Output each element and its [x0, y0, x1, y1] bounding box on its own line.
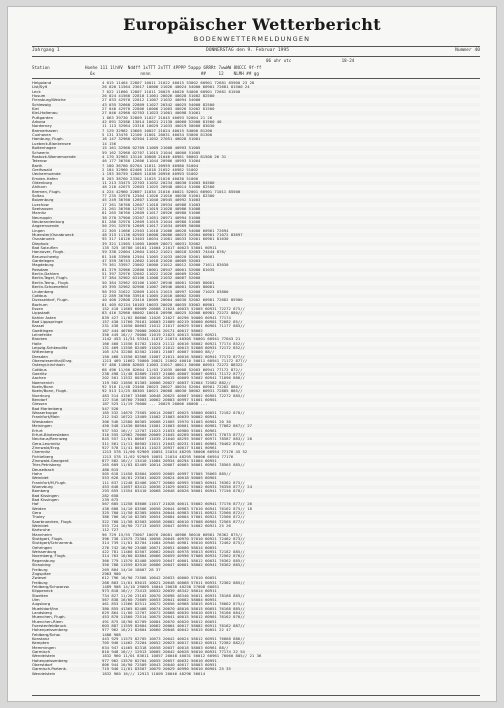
station-name: Wendelstein [32, 654, 56, 659]
page-title: Europäischer Wetterbericht [123, 15, 381, 34]
station-values: 316 555 12962 70000 20009 21045 40289 56001 60971 77073 877// [102, 432, 245, 437]
bulletin-page [7, 6, 497, 702]
station-values: 612 796 16/90 72508 10042 20033 40000 57010 60051 [102, 576, 217, 581]
station-values: 212 542 16722 13409 11002 21003 40039 50002 60941 [102, 415, 217, 420]
station-name: Feldberg/Schw. [32, 632, 61, 637]
station-name: Wiesbaden [32, 419, 53, 424]
station-name: Dresden [32, 354, 48, 359]
station-name: Hamburg, Flugh. [32, 137, 64, 142]
jahrgang-label: Jahrgang 1 [32, 48, 60, 53]
station-values: 135 325 16780 10101 11004 21017 40023 53001 60911 [102, 246, 217, 251]
station-name: Osnabrueck [32, 237, 55, 242]
station-name: Leck [32, 89, 41, 94]
station-values: 157 430 11760 70101 10003 21009 40219 50000 60901 72682 85// [102, 319, 243, 324]
station-values: 26 020 11564 23017 10006 21026 40024 54000 60901 72681 81500 24 [102, 85, 250, 90]
station-name: Wasserkuppe [32, 411, 58, 416]
station-name: Gardelegen [32, 259, 55, 264]
station-values: 567 838 16/60 72609 10053 20041 40002 58004 60951 [102, 597, 217, 602]
station-values: 734 827 11/20 23103 10070 20098 48346 56011 60931 78168 885// [102, 593, 245, 598]
station-name: Wendelstein [32, 671, 56, 676]
station-name: Feldberg/Schwarzw. [32, 584, 70, 589]
station-values: 51 397 32976 32602 11022 21026 40009 52002 [102, 272, 201, 277]
station-name: Straubing [32, 563, 51, 568]
station-name: Landsberg [32, 610, 52, 615]
station-values: 450 548 11430 80504 11001 21003 40001 56004 60981 77082 867// 27 [102, 424, 252, 429]
station-name: Neubrandenburg [32, 220, 65, 224]
station-values: 2963 900 [102, 571, 121, 576]
station-values: 1213 578 11/02 92909 10051 21034 48295 56006 60954 77176 [102, 454, 234, 459]
station-values: 92 513 11/25 80305 10021 20008 40030 50002 60931 72885 885// [102, 389, 243, 394]
station-values: 15 161 32960 02709 11009 21008 40993 51005 [102, 146, 201, 151]
station-name: Zugspitze [32, 571, 51, 576]
station-name: Memmingen [32, 645, 56, 650]
station-values: 265 609 11/03 82409 10014 20007 40065 56001 60901 78565 885// [102, 463, 245, 468]
station-name: Augsburg [32, 602, 51, 607]
header-rule [32, 78, 480, 79]
station-values: 839 427 11/02 80606 11026 21027 40296 50000 60941 77174 [102, 315, 231, 320]
station-values: 1832 960 11/01 83611 10057 20048 40031 56012 60961 76060 885// 21 36 [102, 654, 262, 659]
station-values: 56 291 32970 12609 11017 21034 40989 50000 [102, 224, 201, 229]
station-values: 59 338 22004 12604 11012 21021 40018 52003 74444 876/ [102, 250, 227, 255]
station-values: 322 708 11/58 82503 10058 20002 40010 57008 60901 72565 877// [102, 519, 245, 524]
station-values: 491 875 18/90 02709 10084 20070 40020 56012 60051 [102, 619, 217, 624]
station-name: Kiel [32, 107, 39, 112]
station-name: Saarbruecken, Flugh. [32, 519, 73, 524]
station-values: 79 361 33957 23002 10000 21012 40012 52000 71611 83030 [102, 263, 229, 268]
station-name: Tholey [32, 515, 45, 520]
station-name: Mannheim [32, 532, 52, 537]
station-name: Cuxhaven [32, 133, 52, 138]
station-values: 386 706 16/10 82305 10054 20004 40004 57001 60921 72566 872// [102, 515, 245, 520]
station-values: 314 763 16/00 82804 10066 20059 40996 57008 60931 72562 876// [102, 554, 245, 559]
station-name: Weissenburg [32, 550, 57, 555]
issue-number: Nummer 40 [455, 48, 480, 53]
station-values: 350 788 11559 82910 10086 20047 40001 58002 60941 76362 885// [102, 563, 245, 568]
station-name: Garmisch [32, 650, 50, 655]
station-name: Magdeburg [32, 263, 54, 268]
station-values: 238 498 11/48 82809 11037 21060 40007 50007 60951 71172 877// [102, 372, 245, 377]
station-name: Flensburg/Weiche [32, 98, 66, 103]
station-values: 21 261 36760 12707 11019 21028 40986 51008 [102, 206, 201, 211]
station-values: 461 853 11566 82511 10072 20056 40968 58015 60911 76062 875// [102, 602, 245, 607]
station-name: Marnitz [32, 211, 47, 216]
station-name: Bendorf [32, 398, 47, 403]
station-values: 719 946 11/01 83507 10079 20029 40990 56010 60901 25 35 [102, 667, 231, 672]
station-values: 22 305 11666 12503 11018 21006 40028 54000 60901 72694 [102, 228, 229, 233]
station-name: Konstanz [32, 637, 50, 641]
station-values: 483 514 41567 33606 10048 20025 40007 56002 60901 72272 885// [102, 393, 245, 398]
station-values: 705 946 11462 72204 10052 20023 40017 58012 60911 72382 882// [102, 641, 245, 646]
station-values: 98 393 31622 32809 11015 21015 40997 52000 71023 83800 [102, 289, 229, 294]
station-values: 634 947 41465 82318 10058 20037 40018 58003 60961 88// [102, 645, 229, 650]
station-values: 806 944 16/90 72509 10043 20040 40017 58003 60951 [102, 663, 217, 668]
station-values: 453 870 11560 72514 10075 20041 40015 56012 60901 76162 876// [102, 615, 245, 620]
station-name: Hohenpeissenberg [32, 628, 68, 633]
station-values: 1832 960 16/// 12913 11009 20046 48296 56014 [102, 671, 206, 676]
station-values: 268 803 11/01 83013 10021 20048 40068 57011 60931 72362 885// [102, 580, 245, 585]
station-values: 46 177 36760 12606 11044 20906 40993 51004 [102, 159, 201, 164]
station-name: Karlsruhe [32, 528, 51, 533]
station-name: Nuerburg [32, 393, 50, 398]
station-values: 48 216 42675 22603 11025 20948 40014 51000 82500 [102, 185, 215, 190]
station-name: Koeln/Bonn, Flugh. [32, 389, 68, 394]
station-values: 845 557 11/01 80607 11035 21040 48295 56007 60971 78587 883// 28 [102, 437, 252, 442]
station-name: Berlin-Dahlem [32, 272, 60, 277]
station-name: Ahlhorn [32, 185, 47, 190]
station-name: Regensburg [32, 558, 55, 563]
station-name: Emden-Hafen [32, 176, 58, 181]
station-name: Weinbiet [32, 524, 49, 529]
station-values: 167 444 46760 70000 20024 20171 40017 58002 [102, 328, 203, 333]
station-values: 152 410 11665 60009 20008 21024 40033 52005 60931 72272 875// [102, 306, 245, 311]
station-name: Oehringen [32, 545, 52, 550]
station-values: 269 804 14/10 18007 28 37 [102, 567, 161, 572]
station-name: Lindenberg [32, 289, 54, 294]
station-name: Trier-Petrisberg [32, 463, 61, 468]
station-name: Luebeck-Blankensee [32, 141, 71, 146]
station-values: 97 480 11860 82805 11003 21017 40011 50000 60951 72272 88322 [102, 363, 243, 368]
station-name: Kempten [32, 641, 49, 646]
station-name: Klippeneck [32, 589, 53, 594]
station-name: Leipzig-Schkeuditz [32, 345, 68, 350]
station-name: Husum [32, 94, 46, 99]
station-values: 81 265 36760 12609 11017 20926 40980 51006 [102, 211, 201, 216]
station-name: Erfurt-Bindersleben [32, 432, 69, 437]
column-header-main: Station Hoehe 111 1lhVV Nddff 1xTTT 2xTTT 4PPPP 5appp 6RRRt 7wwWW 8NCCC 9f-ff [32, 65, 262, 70]
station-values: 7 180 36760 02704 11011 20959 40980 51004 [102, 163, 199, 168]
station-name: Bamberg [32, 489, 50, 494]
station-values: 92 510 11/48 23400 20023 20027 40034 52004 60901 72282 880// [102, 385, 243, 390]
station-values: 927 578 11/41 80101 11023 20937 40017 51001 60961 [102, 445, 217, 450]
station-values: 202 501 11532 80305 10016 20015 40009 53002 60941 71096 886// [102, 376, 245, 381]
station-name: Muehldorf/Inn [32, 606, 59, 611]
station-values: 480 615 [102, 467, 119, 472]
station-values: 8 203 38760 23302 11025 21028 40030 51000 [102, 176, 199, 181]
station-values: 325 700 11/50 82305 10054 20044 40983 53011 60921 72566 872// [102, 511, 245, 516]
station-name: Lippstadt [32, 311, 50, 316]
station-name: Koeln/Bonn [32, 385, 54, 390]
station-values: 95 317 18126 13403 10034 21001 40033 52001 60901 81630 [102, 237, 229, 242]
station-name: Boltenhagen [32, 146, 57, 151]
station-name: Seehausen [32, 206, 53, 211]
station-values: 81 379 32966 22806 10001 20947 40001 52000 81035 [102, 267, 215, 272]
station-name: Cottbus [32, 293, 47, 298]
station-name: Berlin-Schoenefeld [32, 285, 68, 290]
station-name: Schleswig [32, 102, 51, 107]
station-values: 83 416 32960 60002 10018 20996 40025 52008 60981 72272 880// [102, 311, 243, 316]
station-name: Fuerstenfeldbruck [32, 623, 67, 628]
station-values: 96 729 15/55 73007 10076 20081 40986 56010 60981 76362 875// [102, 532, 243, 537]
station-values: 105 474 32288 82502 11001 21007 40007 50000 88// [102, 350, 215, 355]
station-name: Potsdam [32, 267, 49, 272]
station-name: Bad Salzuflen [32, 246, 58, 251]
station-values: 47 359 36743 12602 11018 21020 40009 52003 [102, 259, 201, 264]
station-values: 112 727 [102, 528, 119, 533]
station-values: 27 046 42960 02703 11023 21001 40098 51001 [102, 111, 201, 116]
station-name: Hohenpeissenberg [32, 658, 68, 663]
station-values: 68 496 11/60 82604 11/03 21035 40008 52003 60941 77172 872// [102, 367, 243, 372]
station-name: Cottbus [32, 367, 47, 372]
station-values: 39 321 11565 11005 10069 20071 40031 52002 [102, 241, 201, 246]
station-name: Muenchen-Riem [32, 619, 63, 624]
station-values: 810 948 16/// 12913 10005 20042 40028 56010 60931 77174 22 54 [102, 650, 245, 655]
station-name: Stuttgart/Schnarrenb. [32, 541, 74, 546]
station-name: Oberstdorf [32, 663, 53, 668]
station-name: Barth [32, 163, 43, 168]
station-table [32, 81, 480, 676]
station-values: 356 449 18/// 70000 11019 21023 40013 58002 60921 [102, 332, 217, 337]
station-name: Oberwiesenthal/Erzg. [32, 359, 73, 363]
station-name: Diepholz [32, 241, 49, 246]
station-values: 43 035 32660 22809 11027 20342 40025 54000 82500 [102, 102, 215, 107]
station-name: Brocken [32, 337, 48, 342]
station-name: Goerlitz [32, 372, 47, 377]
station-name: Rostock-Warnemuende [32, 154, 76, 159]
station-values: 1213 578 11/00 92909 10051 21034 48295 56006 60954 77176 45 52 [102, 450, 248, 455]
station-name: Essen [32, 306, 44, 311]
station-name: Oldenburg [32, 180, 52, 185]
station-values: 166 460 11556 81702 11024 21112 40016 58002 60921 77174 852// [102, 341, 245, 346]
station-name: Bremen, Flugh. [32, 189, 61, 194]
station-values: 603 887 11559 82604 10062 20064 40017 58002 60911 76162 887// [102, 623, 245, 628]
bottom-rule [32, 695, 480, 696]
info-rule [32, 56, 480, 57]
station-values: 438 688 14/10 83506 10058 20044 40983 57010 60941 76162 875// 18 [102, 506, 252, 511]
station-values: 547 526 [102, 406, 119, 411]
station-values: 17 261 36760 12607 11018 20934 40988 51003 [102, 202, 201, 207]
station-values: 937 552 16/// 12707 11023 21033 40980 55001 60961 [102, 428, 217, 433]
top-rule [32, 46, 480, 47]
station-values: 11 113 32964 23316 10029 21033 40019 50000 83030 [102, 124, 215, 129]
station-values: 45 249 36760 12607 11040 20945 40992 51003 [102, 198, 201, 203]
station-name: Soltau [32, 193, 45, 198]
station-name: Goettingen [32, 328, 54, 333]
issue-date: DONNERSTAG den 9. Februar 1995 [206, 48, 289, 53]
station-values: 314 739 11/01 82704 11084 20946 40981 56010 60931 72462 875// [102, 541, 245, 546]
station-name: Deuselbach [32, 467, 55, 472]
station-values: 629 864 11/00 12707 10072 20068 40030 56010 60911 76186 884// [102, 610, 245, 615]
station-name: Kahler Asten [32, 315, 57, 320]
station-values: 150 468 11556 82506 11007 21011 40016 58002 60941 77172 877// [102, 354, 245, 359]
column-header-sub: 6x nnnn ## 12 NLMH ## gg [32, 71, 259, 76]
station-values: 453 648 11657 83412 10036 21029 40032 55002 60931 76356 877// 24 [102, 484, 252, 489]
station-name: Teterow [32, 159, 47, 164]
station-name: Stoetten [32, 593, 49, 598]
station-values: 1213 469 11662 70000 20021 21002 40010 50011 60941 71172 877// [102, 359, 248, 363]
station-values: 111 637 11248 82406 10077 20060 40995 55003 60941 76362 875// [102, 480, 245, 485]
station-name: Ueckermuende [32, 172, 61, 177]
station-name: Frankfurt/Main [32, 415, 60, 420]
station-values: 2 184 32960 02406 11018 21052 40982 51002 [102, 167, 199, 172]
station-name: Luechow [32, 202, 49, 207]
station-name: Duesseldorf, Flugh. [32, 298, 69, 303]
station-name: Frankfurt/M,Flugh. [32, 480, 67, 485]
station-values: 396 738 11575 72304 10058 20045 40970 57010 60921 72462 873// [102, 537, 245, 542]
station-name: Wittenberg [32, 350, 54, 355]
station-name: Wuerzburg [32, 484, 53, 489]
station-name: Weiden [32, 506, 47, 511]
station-values: 505 618 11450 82604 10059 20005 40997 57005 76065 885// [102, 471, 231, 476]
station-values: 1 063 39730 32809 11027 21045 40093 52004 21 26 [102, 115, 213, 120]
station-values: 7 129 32962 13605 10027 21024 40015 54000 81200 [102, 128, 213, 133]
station-values: 38 270 37900 23207 11051 20971 40994 51000 [102, 215, 201, 220]
station-name: Arkona [32, 120, 46, 125]
station-values: 553 724 16/90 72713 10055 20047 40994 54002 60921 25 26 [102, 524, 231, 529]
station-values: 443 929 11575 82705 10073 20042 40024 58012 60951 76068 886// [102, 637, 245, 641]
station-values: 48 315 11136 62503 10008 20006 40023 52004 60901 71072 83697 [102, 233, 243, 238]
station-name: Bad Lippspringe [32, 319, 63, 324]
station-name: List/Sylt [32, 85, 48, 90]
station-name: Zinnwald/Erzg. [32, 445, 61, 450]
station-name: Angermuende [32, 224, 59, 229]
station-values: 49 395 32962 02906 11007 20946 40001 52005 80001 [102, 285, 215, 290]
station-values: 282 658 [102, 493, 119, 498]
station-values: 877 582 16/// 13410 11084 20934 40294 51004 60951 [102, 458, 217, 463]
station-values: 42 091 32586 13014 10021 21130 40060 52000 81500 40 [102, 120, 222, 125]
station-name: Halle [32, 341, 42, 346]
station-name: Bad Marienberg [32, 406, 63, 411]
station-values: 187 525 11/19 70000 ... 20029 20006 40008 ... [102, 402, 208, 407]
station-values: 4 170 32963 13116 10008 21046 40981 50003 81500 26 31 [102, 154, 227, 159]
station-values: 973 818 16/// 72413 10032 20039 48342 58014 60911 [102, 589, 217, 594]
station-name: Berlin-Temp., Flugh. [32, 280, 70, 285]
station-values: 131 469 11556 82409 11020 21012 40013 52008 60931 72172 852// [102, 345, 245, 350]
station-values: 119 502 11656 81303 10006 20027 40037 52004 72582 882// [102, 380, 231, 385]
station-name: Freiburg [32, 580, 48, 585]
station-values: 293 655 11354 83410 10068 20048 40026 56001 60941 77156 878// [102, 489, 245, 494]
station-name: Puttgarden [32, 115, 53, 120]
station-values: 50 384 32962 03106 11007 20946 40001 52005 80001 [102, 280, 215, 285]
station-values: 231 438 11650 80603 11012 21017 40029 55001 60901 71177 885// [102, 324, 245, 329]
station-values: 306 546 12580 80305 10008 21005 19970 51003 60901 20 30 [102, 419, 231, 424]
station-values: 1489 908 14/10 29009 10044 20038 48250 57008 60051 [102, 584, 220, 589]
station-name: Braunschweig [32, 254, 59, 259]
station-values: 567 685 11258 83606 11017 21028 40011 55002 60941 77176 877// 26 [102, 502, 252, 507]
station-values: 422 781 11460 82507 10062 20045 40978 56013 60951 72182 885// [102, 550, 245, 555]
station-name: Erfurt [32, 428, 43, 433]
station-values: 27 033 42970 22812 11007 21032 40094 54000 [102, 98, 201, 103]
station-name: Neuhaus/Rennweg [32, 437, 68, 442]
station-name: Leinefelde [32, 332, 52, 337]
station-values: 81 405 62134 10103 10033 20020 40035 53002 60901 [102, 302, 215, 307]
station-values: 4 015 11464 22807 10011 21022 40015 53002 60901 72681 85900 23 28 [102, 81, 255, 85]
station-values: 5 131 33476 12106 11001 20031 40034 53000 81300 [102, 133, 213, 138]
station-values: 16 147 32960 02504 11032 27051 40028 51001 [102, 137, 201, 142]
station-name: Muenster/Osnabrueck [32, 233, 74, 238]
station-values: 311 561 11/11 80502 11011 21043 40231 51001 60961 70462 876// [102, 441, 245, 446]
station-values: 276 742 16/90 23408 10071 20051 40000 58014 60051 [102, 545, 217, 550]
station-name: Boizenburg [32, 198, 54, 203]
station-values: 26 024 41560 22810 11001 20026 40028 51002 82500 [102, 94, 215, 99]
station-values: 185 532 14670 73505 10014 20007 40025 58000 60051 72182 878// [102, 411, 245, 416]
table-row [32, 672, 480, 676]
station-values: 239 675 [102, 498, 119, 502]
station-name: Ostergr-kirchhain [32, 363, 65, 368]
station-values: 977 962 13570 82704 10055 20057 40032 56010 60951 [102, 658, 217, 663]
station-name: Helgoland [32, 81, 52, 85]
issue-info-bar [32, 48, 480, 55]
column-header-time: 06 uhr utc 18-24 [266, 58, 355, 63]
station-name: Greifswald [32, 167, 53, 172]
station-values: 81 280 32970 12609 11019 21044 40980 51008 [102, 220, 201, 224]
station-name: Norderney [32, 124, 52, 129]
station-name: Stuttgart, Flugh. [32, 537, 64, 542]
station-name: Schwerin [32, 150, 50, 155]
station-values: 77 235 32970 12504 11026 21016 40030 51001 82300 [102, 193, 215, 198]
station-values: 12 289 36760 33910 11005 21016 40002 52005 [102, 293, 201, 298]
station-name: Hannover, Flugh. [32, 250, 65, 255]
station-values: 1 193 36759 12605 11036 20956 40993 51002 [102, 172, 199, 177]
station-values: 37 384 32962 03106 11008 21032 40087 52000 [102, 276, 201, 281]
station-name: Noervenich [32, 380, 54, 385]
station-values: 27 046 42970 22806 10006 21003 40026 52002 81500 [102, 107, 215, 112]
station-name: Garmisch-Partenk. [32, 667, 68, 672]
station-name: Freiburg [32, 567, 48, 572]
station-values: 127 516 16760 73003 10062 20003 40997 51001 60901 [102, 398, 217, 403]
station-name: Gera-Leumnitz [32, 441, 60, 446]
station-name: Bremerhaven [32, 128, 58, 133]
station-name: Kassel [32, 324, 45, 329]
station-name: Meiningen [32, 424, 52, 429]
station-name: Fichtelberg [32, 454, 53, 459]
station-name: Nuernberg, Flugh. [32, 554, 67, 559]
station-name: Lingen [32, 228, 45, 233]
station-values: 4 224 42960 22607 11034 21016 40021 52001 60901 71011 85500 [102, 189, 241, 194]
station-values: 553 626 16/01 23501 10025 20024 40018 50005 60901 [102, 476, 217, 481]
station-name: Gera [32, 511, 42, 516]
station-values: 1486 908 [102, 632, 121, 637]
station-values: 40 400 22808 23410 10009 20004 40030 52002 60981 72682 85900 [102, 298, 243, 303]
station-values: 366 779 11570 82408 10059 20047 40001 58012 60031 76362 885// [102, 558, 245, 563]
station-name: Kiel-Holtenau [32, 111, 58, 116]
page-subtitle: BODENWETTERMELDUNGEN [193, 35, 311, 43]
station-values: 14 156 [102, 141, 117, 146]
station-name: Berlin-Tegel, Flugh. [32, 276, 68, 281]
station-name: Aachen [32, 376, 47, 381]
station-name: Bochum [32, 302, 48, 307]
station-name: Zinnwald-Georgenf. [32, 458, 70, 463]
station-name: Neuruppin [32, 215, 52, 220]
station-name: Chemnitz [32, 450, 51, 455]
station-name: Ulm [32, 597, 40, 602]
station-values: 81 348 33960 12504 11005 21033 40020 52001 80001 [102, 254, 215, 259]
station-values: 380 855 41365 82408 10074 20070 48016 58015 60051 76168 885// [102, 606, 245, 611]
station-name: Bad Kissingen [32, 493, 59, 498]
station-name: Weinbiet [32, 476, 49, 481]
station-name: Bad Kissingen [32, 498, 59, 502]
station-values: 59 162 32960 02707 11015 21044 40000 51005 [102, 150, 201, 155]
station-values: 977 962 16/21 82604 10060 20048 40042 56015 60051 22 47 [102, 628, 231, 633]
station-name: Muenchen, Flugh. [32, 615, 66, 620]
station-name: Giessen [32, 402, 48, 407]
station-name: Hof [32, 502, 39, 507]
station-name: Zwiesel [32, 576, 47, 581]
station-values: 1142 453 11/51 93341 11072 21074 48305 50001 60941 77043 21 [102, 337, 241, 342]
station-values: 7 022 11660 12807 11011 20029 40026 54000 60901 72681 81500 [102, 89, 241, 94]
station-values: 11 213 33475 22703 11032 20234 40030 51003 84500 [102, 180, 215, 185]
station-name: Hahn [32, 471, 42, 476]
